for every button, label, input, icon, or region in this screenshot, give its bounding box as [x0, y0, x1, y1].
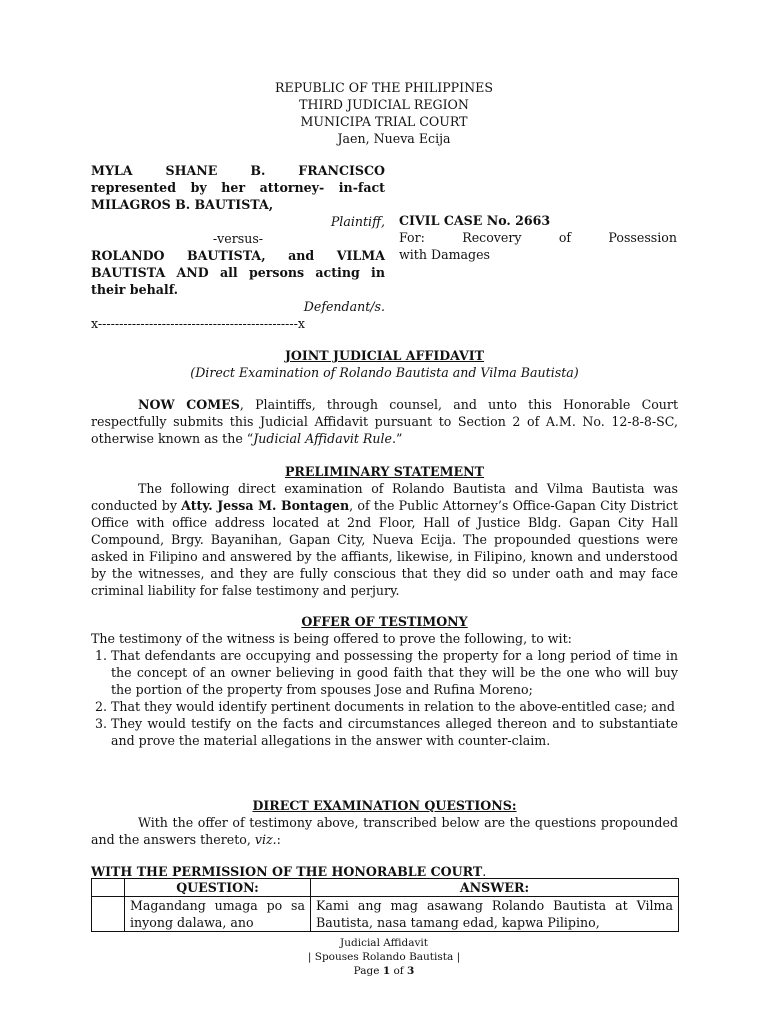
offer-item-3: 3. They would testify on the facts and circumstances alleged thereon and to substantiate and prove the material allegations in the answer with counter-claim. — [111, 715, 678, 749]
intro-end: .” — [391, 431, 403, 446]
plaintiff-role: Plaintiff, — [330, 214, 385, 229]
page-prefix: Page — [353, 965, 383, 977]
case-nature-line-2: with Damages — [399, 247, 491, 262]
attorney-name: Atty. Jessa M. Bontagen — [181, 498, 350, 513]
qa-header-number — [92, 879, 125, 897]
preliminary-heading: PRELIMINARY STATEMENT — [284, 464, 485, 479]
page-mid: of — [390, 965, 408, 977]
offer-item-2: 2. That they would identify pertinent documents in relation to the above-entitled case; and — [111, 698, 678, 715]
versus-label: -versus- — [212, 231, 264, 246]
defendant-line-1: ROLANDO BAUTISTA, and VILMA — [91, 248, 385, 263]
direct-viz: viz. — [254, 832, 277, 847]
case-nature-line-1: For: Recovery of Possession — [399, 230, 677, 245]
direct-examination-section — [91, 797, 678, 848]
page-number — [0, 964, 768, 978]
court-header — [0, 79, 768, 147]
preliminary-part-1: The following direct examination of Rolando Bautista and Vilma Bautista was conducted by — [91, 481, 678, 513]
defendant-role: Defendant/s. — [303, 299, 385, 314]
offer-list — [91, 647, 678, 749]
header-court: MUNICIPA TRIAL COURT — [300, 114, 468, 129]
intro-rule-name: Judicial Affidavit Rule — [253, 431, 392, 446]
case-caption-details — [399, 212, 677, 263]
offer-of-testimony — [91, 613, 678, 749]
case-caption-parties — [91, 162, 385, 332]
qa-row-number — [92, 897, 125, 932]
qa-answer-text: Kami ang mag asawang Rolando Bautista at Vilma Bautista, nasa tamang edad, kapwa Pilipino, — [316, 898, 673, 930]
intro-lead: NOW COMES — [138, 397, 240, 412]
permission-text: WITH THE PERMISSION OF THE HONORABLE COURT — [91, 864, 483, 879]
qa-row-answer-cell — [311, 897, 679, 932]
header-region: THIRD JUDICIAL REGION — [299, 97, 469, 112]
defendant-line-3: their behalf. — [91, 282, 179, 297]
footer-title: Judicial Affidavit — [340, 937, 428, 949]
qa-row-question-cell — [125, 897, 311, 932]
preliminary-statement — [91, 463, 678, 599]
plaintiff-line-3: MILAGROS B. BAUTISTA, — [91, 197, 274, 212]
intro-paragraph — [91, 396, 678, 447]
header-republic: REPUBLIC OF THE PHILIPPINES — [275, 80, 493, 95]
direct-text: With the offer of testimony above, transcribed below are the questions propounded and the answers thereto, — [91, 815, 678, 847]
plaintiff-line-2: represented by her attorney- in-fact — [91, 180, 385, 195]
case-number: CIVIL CASE No. 2663 — [399, 213, 551, 228]
qa-header-row — [92, 879, 679, 897]
affidavit-title: JOINT JUDICIAL AFFIDAVIT — [284, 348, 485, 363]
direct-heading: DIRECT EXAMINATION QUESTIONS: — [252, 798, 517, 813]
qa-table — [91, 878, 679, 932]
intro-body: , Plaintiffs, through counsel, and unto this Honorable Court respectfully submits this Judicial Affidavit pursuant to Section 2 of A.M. No. 12-8-8-SC, otherwise known as the “ — [91, 397, 678, 446]
table-row — [92, 897, 679, 932]
caption-separator: x-----------------------------------------------x — [91, 316, 305, 331]
page-footer — [0, 936, 768, 978]
offer-heading: OFFER OF TESTIMONY — [301, 614, 468, 629]
direct-viz-end: : — [276, 832, 281, 847]
affidavit-subtitle: (Direct Examination of Rolando Bautista and Vilma Bautista) — [190, 365, 579, 380]
qa-question-text: Magandang umaga po sa inyong dalawa, ano — [130, 898, 305, 930]
defendant-line-2: BAUTISTA AND all persons acting in — [91, 265, 385, 280]
permission-end: . — [482, 864, 487, 879]
qa-header-question: QUESTION: — [125, 879, 311, 897]
plaintiff-line-1: MYLA SHANE B. FRANCISCO — [91, 163, 385, 178]
affidavit-title-block — [91, 347, 678, 381]
qa-header-answer: ANSWER: — [311, 879, 679, 897]
page-current: 1 — [382, 965, 391, 977]
offer-item-1: 1. That defendants are occupying and possessing the property for a long period of time in the concept of an owner believing in good faith that they will be the one who will buy the portion of the property from spouses Jose and Rufina Moreno; — [111, 647, 678, 698]
page-total: 3 — [407, 965, 415, 977]
offer-intro: The testimony of the witness is being offered to prove the following, to wit: — [91, 631, 572, 646]
footer-subtitle: | Spouses Rolando Bautista | — [307, 951, 461, 963]
header-location: Jaen, Nueva Ecija — [337, 131, 451, 146]
preliminary-part-2: , of the Public Attorney’s Office-Gapan City District Office with office address located at 2nd Floor, Hall of Justice Bldg. Gapan City Hall Compound, Brgy. Bayanihan, Gapan City, Nueva Ecija. The propounded questions were asked in Filipino and answered by the affiants, likewise, in Filipino, known and understood by the witnesses, and they are fully conscious that they did so under oath and may face criminal liability for false testimony and perjury. — [91, 498, 678, 598]
